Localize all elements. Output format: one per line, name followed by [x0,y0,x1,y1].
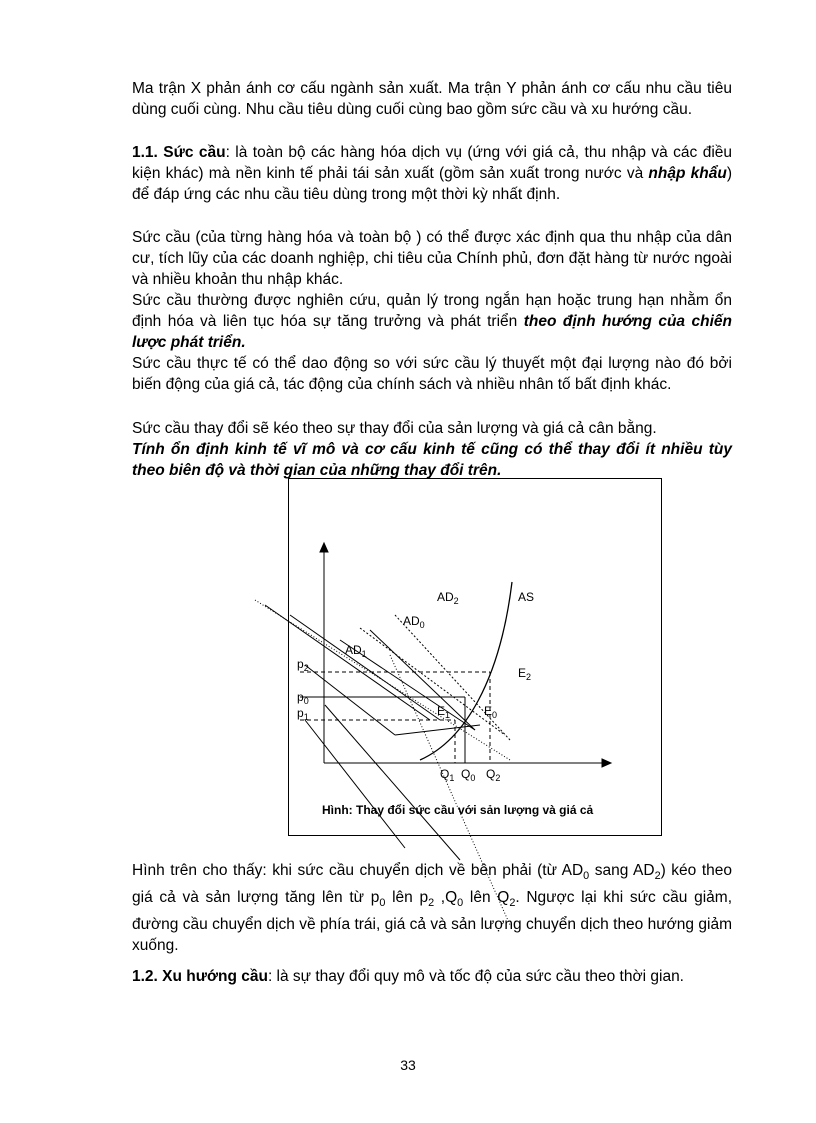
explanation-sub-q2: 2 [509,897,516,910]
svg-text:p0 [297,690,309,706]
stability-text: Tính ổn định kinh tế vĩ mô và cơ cấu kinh tế cũng có thể thay đổi ít nhiều tùy theo biên độ và thời gian của những thay đổi trên. [132,441,732,479]
svg-text:p1 [297,706,309,722]
svg-text:E1 [437,704,450,720]
ad1-label-sub: 1 [361,649,367,659]
svg-text:Q1 [440,767,454,783]
q2-label-sub: 2 [495,773,501,783]
ad2-curve [395,615,510,740]
q0-label-sub: 0 [470,773,476,783]
scribble-line-5 [395,725,480,735]
section-1-2-text: : là sự thay đổi quy mô và tốc độ của sức cầu theo thời gian. [267,968,684,985]
explanation-text-d: lên p [385,889,429,907]
explanation-text-b: sang AD [589,862,655,879]
q2-label: Q [486,767,496,781]
section-1-1-heading: 1.1. Sức cầu [132,144,226,161]
explanation-sub-q0: 0 [457,897,464,910]
svg-text:Q2 [486,767,500,783]
explanation-text-c: ) kéo theo giá cả và sản lượng tăng lên từ p [132,862,733,907]
svg-text:p2 [297,657,309,673]
x-axis-arrow [602,759,611,767]
ad0-curve [360,628,505,735]
figure-caption: Hình: Thay đổi sức cầu với sản lượng và giá cả [322,803,594,817]
p1-label: p [297,706,304,720]
e2-label-sub: 2 [526,672,532,682]
svg-text:AD0 [403,614,425,630]
p0-label: p [297,690,304,704]
svg-text:AD1 [345,643,367,659]
ad0-label: AD [403,614,420,628]
study-text-a: Sức cầu thường được nghiên cứu, quản lý trong ngắn hạn hoặc trung hạn nhằm ổn định hóa và liên tục hóa sự tăng trưởng và phát triển [132,292,732,330]
svg-text:Q0 [461,767,475,783]
explanation-text-g: . Ngược lại khi sức cầu giảm, đường cầu chuyển dịch về phía trái, giá cả và sản lượng chuyển dịch theo hướng giảm xuống. [132,889,733,955]
svg-text:AD2 [437,590,459,606]
section-1-2 [132,966,732,987]
e0-label: E [484,704,493,718]
ad2-label: AD [437,590,454,604]
page-number: 33 [400,1057,416,1073]
y-axis-arrow [320,543,328,552]
explanation-text-f: lên Q [463,889,510,907]
as-label: AS [518,590,535,604]
svg-text:E2 [518,666,531,682]
scribble-line-7 [325,705,460,860]
study-text-b: theo định hướng của chiến lược phát triển. [132,313,732,351]
determine-text: Sức cầu (của từng hàng hóa và toàn bộ ) có thể được xác định qua thu nhập của dân cư, tích lũy của các doanh nghiệp, chi tiêu của Chính phủ, đơn đặt hàng từ nước ngoài và nhiều khoản thu nhập khác. [132,229,732,288]
ad2-label-sub: 2 [453,596,459,606]
explanation-sub-ad0: 0 [583,870,590,883]
p2-label: p [297,657,304,671]
explanation-text-e: ,Q [434,889,458,907]
q1-label: Q [440,767,450,781]
as-curve [420,582,512,760]
explanation-sub-ad2: 2 [654,870,661,883]
p0-label-sub: 0 [303,696,309,706]
e2-label: E [518,666,527,680]
ad1-label: AD [345,643,362,657]
e1-label-sub: 1 [445,710,451,720]
p1-label-sub: 1 [303,712,309,722]
e0-label-sub: 0 [492,710,498,720]
fluctuation-text: Sức cầu thực tế có thể dao động so với sức cầu lý thuyết một đại lượng nào đó bởi biến động của giá cả, tác động của chính sách và nhiều nhân tố bất định khác. [132,355,732,393]
explanation-text-a: Hình trên cho thấy: khi sức cầu chuyển dịch về bên phải (từ AD [132,862,584,879]
scribble-line-6 [305,665,395,735]
e1-label: E [437,704,446,718]
import-term: nhập khẩu [648,165,727,182]
scribble-line-3 [290,615,440,720]
section-1-1-text-a: : là toàn bộ các hàng hóa dịch vụ (ứng với giá cả, thu nhập và các điều kiện khác) mà nền kinh tế phải tái sản xuất (gồm sản xuất trong nước và [132,144,732,182]
section-1-1-text-b: ) để đáp ứng các nhu cầu tiêu dùng trong một thời kỳ nhất định. [132,165,732,203]
section-1-2-heading: 1.2. Xu hướng cầu [132,968,268,985]
svg-text:E0 [484,704,497,720]
intro-text: Ma trận X phản ánh cơ cấu ngành sản xuất. Ma trận Y phản ánh cơ cấu nhu cầu tiêu dùng cuối cùng. Nhu cầu tiêu dùng cuối cùng bao gồm sức cầu và xu hướng cầu. [132,80,732,118]
explanation-sub-p2: 2 [428,897,435,910]
q1-label-sub: 1 [449,773,455,783]
explanation-sub-p0: 0 [379,897,386,910]
p2-label-sub: 2 [303,663,309,673]
explanation-paragraph [132,860,732,956]
ad0-label-sub: 0 [419,620,425,630]
change-text: Sức cầu thay đổi sẽ kéo theo sự thay đổi của sản lượng và giá cả cân bằng. [132,420,657,437]
q0-label: Q [461,767,471,781]
